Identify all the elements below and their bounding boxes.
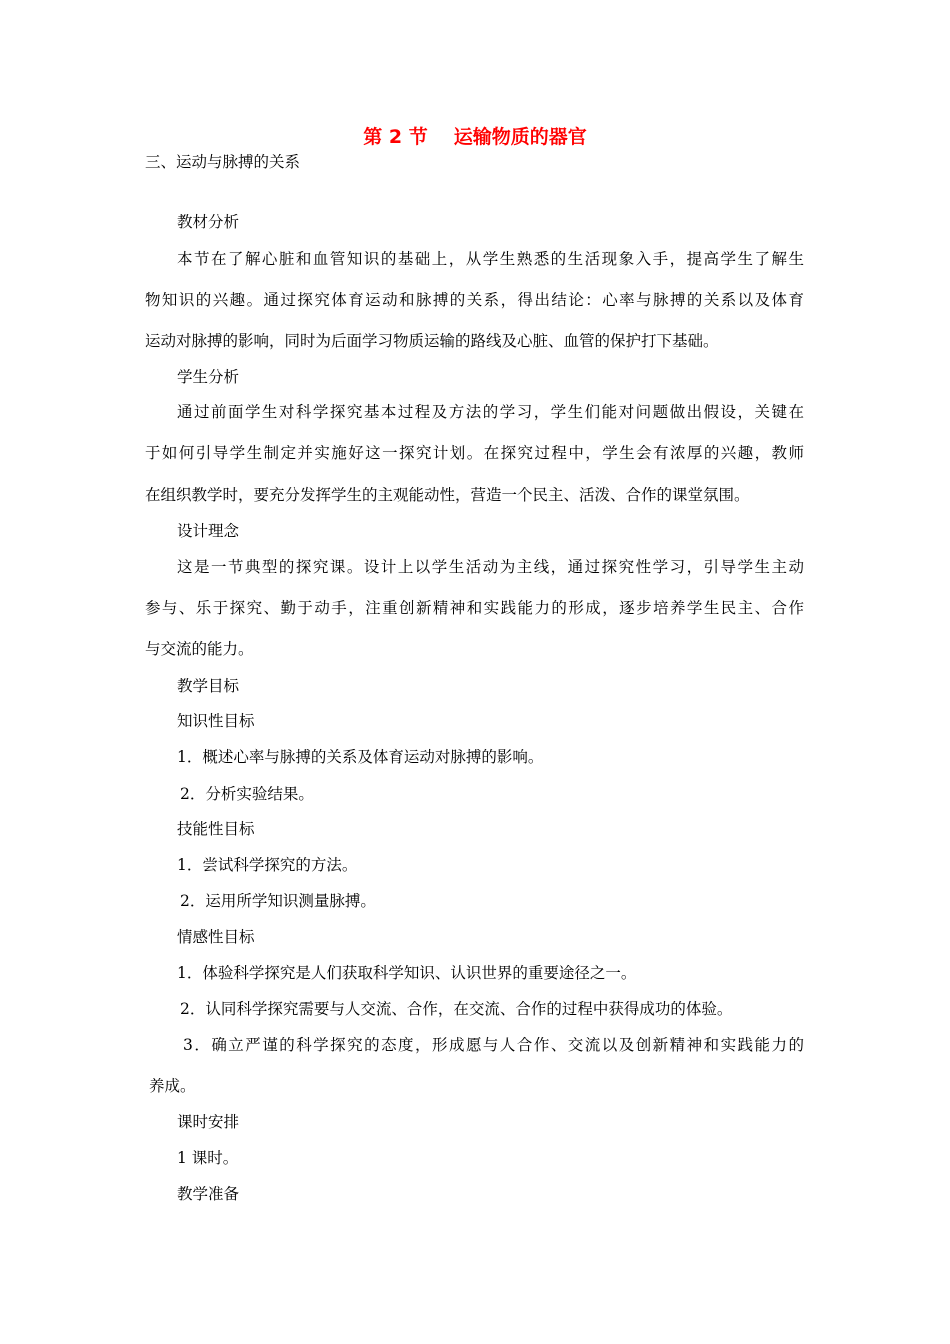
heading-schedule: 课时安排 (177, 1113, 240, 1131)
chapter-number: 第 2 节 (363, 126, 428, 148)
paragraph-line: 本节在了解心脏和血管知识的基础上，从学生熟悉的生活现象入手，提高学生了解生 (177, 250, 804, 268)
paragraph-line: 在组织教学时，要充分发挥学生的主观能动性，营造一个民主、活泼、合作的课堂氛围。 (145, 486, 750, 504)
heading-knowledge-goals: 知识性目标 (177, 712, 255, 730)
list-item: 2．认同科学探究需要与人交流、合作，在交流、合作的过程中获得成功的体验。 (180, 1000, 733, 1018)
heading-textbook-analysis: 教材分析 (177, 213, 240, 231)
list-item: 3．确立严谨的科学探究的态度，形成愿与人合作、交流以及创新精神和实践能力的 (183, 1036, 804, 1054)
paragraph-line: 通过前面学生对科学探究基本过程及方法的学习，学生们能对问题做出假设，关键在 (177, 403, 804, 421)
chapter-name: 运输物质的器官 (453, 126, 587, 148)
list-item-continuation: 养成。 (149, 1077, 196, 1095)
paragraph-line: 参与、乐于探究、勤于动手，注重创新精神和实践能力的形成，逐步培养学生民主、合作 (145, 599, 804, 617)
list-item: 1．体验科学探究是人们获取科学知识、认识世界的重要途径之一。 (177, 964, 637, 982)
paragraph-line: 于如何引导学生制定并实施好这一探究计划。在探究过程中，学生会有浓厚的兴趣，教师 (145, 444, 804, 462)
section-subtitle: 三、运动与脉搏的关系 (145, 153, 301, 171)
list-item: 2．运用所学知识测量脉搏。 (180, 892, 376, 910)
heading-teaching-goals: 教学目标 (177, 677, 240, 695)
paragraph-line: 这是一节典型的探究课。设计上以学生活动为主线，通过探究性学习，引导学生主动 (177, 558, 804, 576)
heading-student-analysis: 学生分析 (177, 368, 240, 386)
list-item: 1．概述心率与脉搏的关系及体育运动对脉搏的影响。 (177, 748, 544, 766)
list-item: 1．尝试科学探究的方法。 (177, 856, 358, 874)
list-item: 2．分析实验结果。 (180, 785, 314, 803)
heading-design-concept: 设计理念 (177, 522, 240, 540)
paragraph-line: 运动对脉搏的影响，同时为后面学习物质运输的路线及心脏、血管的保护打下基础。 (145, 332, 719, 350)
paragraph-line: 与交流的能力。 (145, 640, 254, 658)
paragraph-line: 物知识的兴趣。通过探究体育运动和脉搏的关系，得出结论：心率与脉搏的关系以及体育 (145, 291, 804, 309)
schedule-value: 1 课时。 (177, 1149, 239, 1167)
heading-emotion-goals: 情感性目标 (177, 928, 255, 946)
heading-skill-goals: 技能性目标 (177, 820, 255, 838)
page-title (0, 122, 950, 152)
heading-teaching-prep: 教学准备 (177, 1185, 240, 1203)
